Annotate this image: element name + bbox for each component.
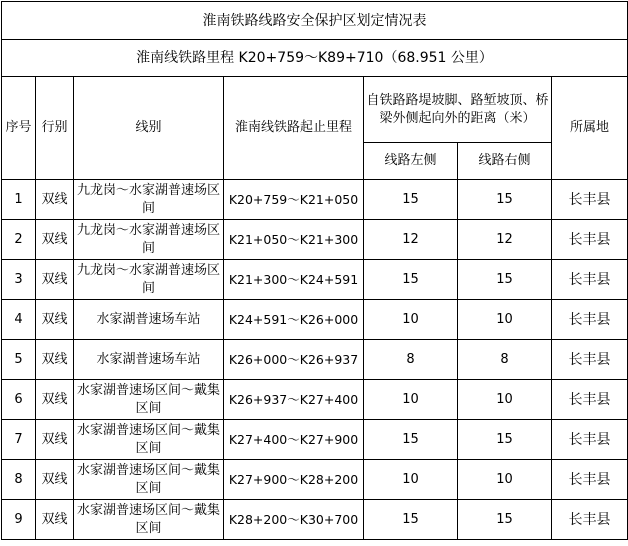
- table-row: [2, 380, 628, 420]
- cell-mileage: K20+759～K21+050: [224, 180, 364, 220]
- cell-right-distance: 15: [458, 500, 552, 540]
- cell-county: 长丰县: [552, 180, 628, 220]
- cell-line: 水家湖普速场区间～戴集区间: [74, 460, 224, 500]
- cell-row-type: 双线: [36, 260, 74, 300]
- cell-right-distance: 10: [458, 380, 552, 420]
- cell-right-distance: 12: [458, 220, 552, 260]
- cell-seq: 9: [2, 500, 36, 540]
- cell-left-distance: 15: [364, 500, 458, 540]
- header-seq: 序号: [2, 77, 36, 180]
- cell-row-type: 双线: [36, 220, 74, 260]
- header-mileage: 淮南线铁路起止里程: [224, 77, 364, 180]
- cell-row-type: 双线: [36, 500, 74, 540]
- cell-line: 水家湖普速场车站: [74, 300, 224, 340]
- cell-left-distance: 15: [364, 260, 458, 300]
- cell-left-distance: 15: [364, 180, 458, 220]
- cell-line: 水家湖普速场区间～戴集区间: [74, 500, 224, 540]
- cell-county: 长丰县: [552, 500, 628, 540]
- cell-county: 长丰县: [552, 260, 628, 300]
- cell-left-distance: 8: [364, 340, 458, 380]
- table-title: 淮南铁路线路安全保护区划定情况表: [2, 2, 628, 40]
- table-row: [2, 460, 628, 500]
- cell-row-type: 双线: [36, 300, 74, 340]
- cell-left-distance: 10: [364, 380, 458, 420]
- cell-county: 长丰县: [552, 340, 628, 380]
- cell-seq: 5: [2, 340, 36, 380]
- cell-left-distance: 12: [364, 220, 458, 260]
- cell-right-distance: 8: [458, 340, 552, 380]
- cell-county: 长丰县: [552, 220, 628, 260]
- cell-seq: 7: [2, 420, 36, 460]
- cell-mileage: K27+400～K27+900: [224, 420, 364, 460]
- cell-seq: 4: [2, 300, 36, 340]
- cell-left-distance: 10: [364, 460, 458, 500]
- table-row: [2, 260, 628, 300]
- cell-seq: 1: [2, 180, 36, 220]
- cell-mileage: K28+200～K30+700: [224, 500, 364, 540]
- cell-seq: 8: [2, 460, 36, 500]
- cell-line: 九龙岗～水家湖普速场区间: [74, 180, 224, 220]
- cell-line: 水家湖普速场区间～戴集区间: [74, 380, 224, 420]
- header-county: 所属地: [552, 77, 628, 180]
- cell-row-type: 双线: [36, 380, 74, 420]
- cell-line: 九龙岗～水家湖普速场区间: [74, 220, 224, 260]
- cell-left-distance: 10: [364, 300, 458, 340]
- cell-mileage: K26+937～K27+400: [224, 380, 364, 420]
- table-row: [2, 420, 628, 460]
- cell-right-distance: 10: [458, 460, 552, 500]
- cell-right-distance: 15: [458, 420, 552, 460]
- cell-left-distance: 15: [364, 420, 458, 460]
- cell-mileage: K21+050～K21+300: [224, 220, 364, 260]
- cell-mileage: K27+900～K28+200: [224, 460, 364, 500]
- cell-county: 长丰县: [552, 460, 628, 500]
- header-left-side: 线路左侧: [364, 143, 458, 180]
- cell-line: 水家湖普速场车站: [74, 340, 224, 380]
- cell-county: 长丰县: [552, 380, 628, 420]
- cell-row-type: 双线: [36, 180, 74, 220]
- protection-zone-table: [1, 1, 628, 540]
- cell-right-distance: 15: [458, 260, 552, 300]
- header-row-type: 行别: [36, 77, 74, 180]
- cell-county: 长丰县: [552, 420, 628, 460]
- table-row: [2, 500, 628, 540]
- table-row: [2, 300, 628, 340]
- table-row: [2, 220, 628, 260]
- cell-seq: 6: [2, 380, 36, 420]
- cell-line: 九龙岗～水家湖普速场区间: [74, 260, 224, 300]
- header-distance: 自铁路路堤坡脚、路堑坡顶、桥梁外侧起向外的距离（米）: [364, 77, 552, 143]
- cell-mileage: K21+300～K24+591: [224, 260, 364, 300]
- cell-county: 长丰县: [552, 300, 628, 340]
- cell-line: 水家湖普速场区间～戴集区间: [74, 420, 224, 460]
- cell-mileage: K26+000～K26+937: [224, 340, 364, 380]
- header-line: 线别: [74, 77, 224, 180]
- mileage-range-subtitle: 淮南线铁路里程 K20+759～K89+710（68.951 公里）: [2, 40, 628, 77]
- cell-mileage: K24+591～K26+000: [224, 300, 364, 340]
- table-row: [2, 180, 628, 220]
- header-right-side: 线路右侧: [458, 143, 552, 180]
- cell-row-type: 双线: [36, 420, 74, 460]
- cell-row-type: 双线: [36, 460, 74, 500]
- cell-right-distance: 10: [458, 300, 552, 340]
- cell-row-type: 双线: [36, 340, 74, 380]
- cell-seq: 2: [2, 220, 36, 260]
- cell-right-distance: 15: [458, 180, 552, 220]
- table-row: [2, 340, 628, 380]
- cell-seq: 3: [2, 260, 36, 300]
